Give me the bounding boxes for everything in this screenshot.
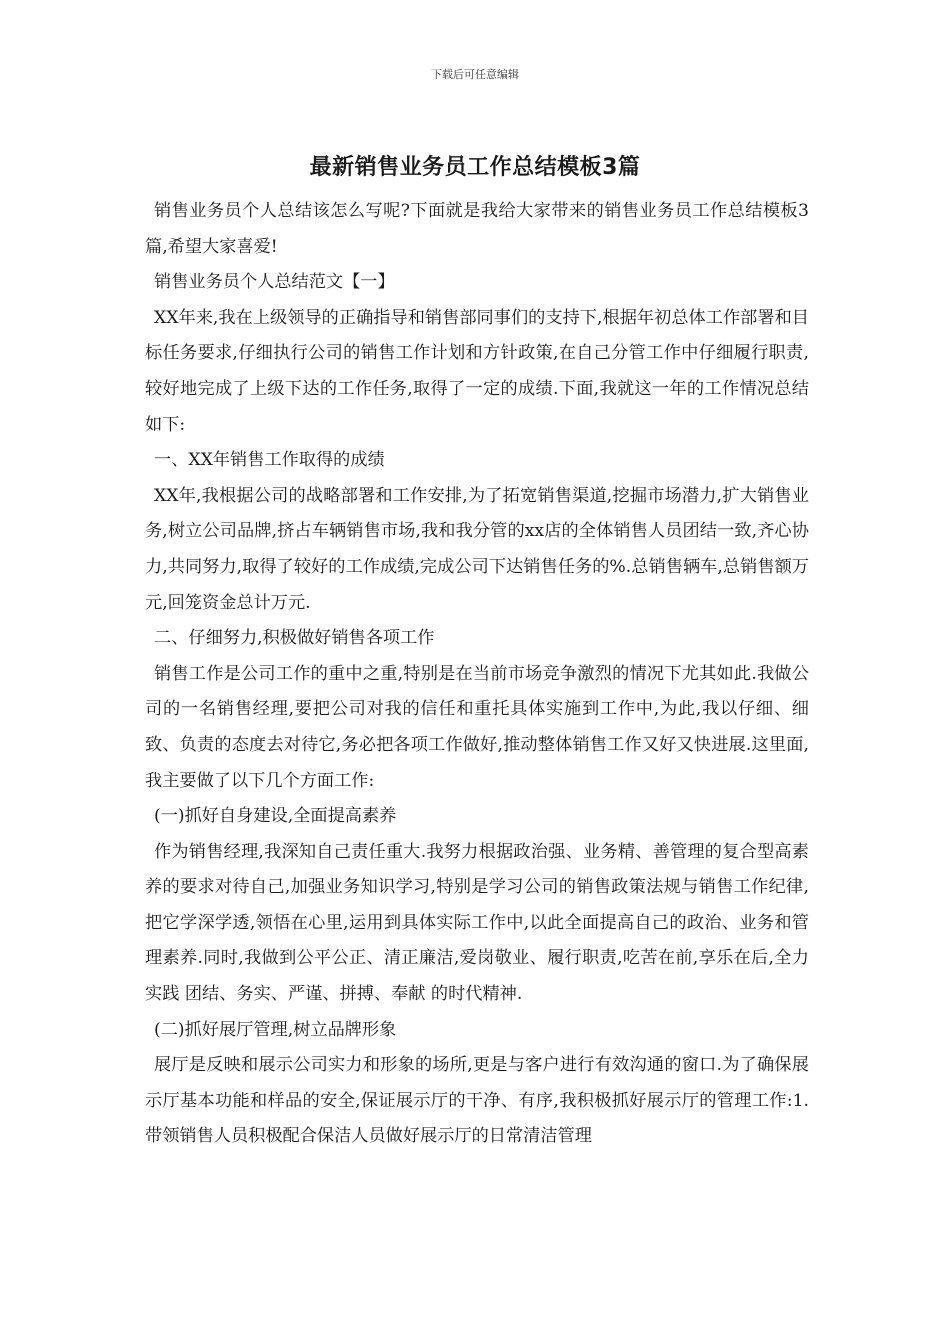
body-paragraph: 销售工作是公司工作的重中之重,特别是在当前市场竞争激烈的情况下尤其如此.我做公司的一名销售经理,要把公司对我的信任和重托具体实施到工作中,为此,我以仔细、细致、负责的态度去对待它,务必把各项工作做好,推动整体销售工作又好又快进展.这里面,我主要做了以下几个方面工作:: [145, 663, 809, 791]
document-body: [145, 194, 809, 1155]
section-heading: 二、仔细努力,积极做好销售各项工作: [154, 628, 435, 649]
subsection-heading: (一)抓好自身建设,全面提高素养: [154, 806, 397, 827]
header-note: 下载后可任意编辑: [431, 68, 519, 81]
body-paragraph: 作为销售经理,我深知自己责任重大.我努力根据政治强、业务精、善管理的复合型高素养的要求对待自己,加强业务知识学习,特别是学习公司的销售政策法规与销售工作纪律,把它学深学透,领悟在心里,运用到具体实际工作中,以此全面提高自己的政治、业务和管理素养.同时,我做到公平公正、清正廉洁,爱岗敬业、履行职责,吃苦在前,享乐在后,全力实践 团结、务实、严谨、拼搏、奉献 的时代精神.: [145, 841, 809, 1005]
section-heading: 一、XX年销售工作取得的成绩: [154, 450, 385, 471]
body-paragraph: 展厅是反映和展示公司实力和形象的场所,更是与客户进行有效沟通的窗口.为了确保展示厅基本功能和样品的安全,保证展示厅的干净、有序,我积极抓好展示厅的管理工作:1.带领销售人员积极配合保洁人员做好展示厅的日常清洁管理: [145, 1055, 809, 1147]
body-paragraph: XX年,我根据公司的战略部署和工作安排,为了拓宽销售渠道,挖掘市场潜力,扩大销售业务,树立公司品牌,挤占车辆销售市场,我和我分管的xx店的全体销售人员团结一致,齐心协力,共同努力,取得了较好的工作成绩,完成公司下达销售任务的%.总销售辆车,总销售额万元,回笼资金总计万元.: [145, 485, 809, 613]
body-paragraph: XX年来,我在上级领导的正确指导和销售部同事们的支持下,根据年初总体工作部署和目标任务要求,仔细执行公司的销售工作计划和方针政策,在自己分管工作中仔细履行职责,较好地完成了上级下达的工作任务,取得了一定的成绩.下面,我就这一年的工作情况总结如下:: [145, 307, 809, 435]
subsection-heading: (二)抓好展厅管理,树立品牌形象: [154, 1019, 397, 1040]
document-title: 最新销售业务员工作总结模板3篇: [309, 155, 641, 180]
intro-paragraph: 销售业务员个人总结该怎么写呢?下面就是我给大家带来的销售业务员工作总结模板3篇,希望大家喜爱!: [145, 201, 809, 257]
section-heading: 销售业务员个人总结范文【一】: [154, 272, 395, 293]
